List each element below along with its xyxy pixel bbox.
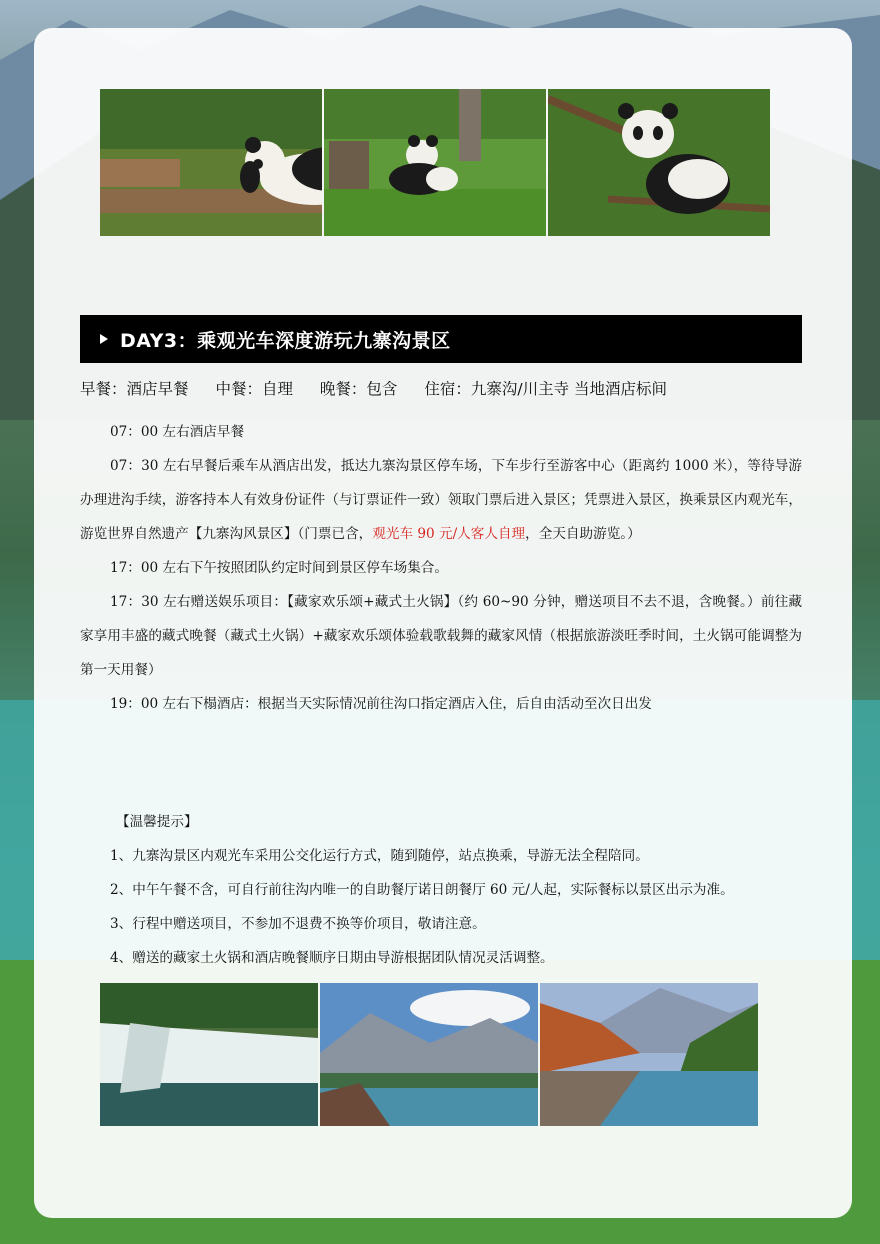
day-header-bar [80,315,802,363]
scenery-photo-row [100,983,758,1126]
dinner-info: 晚餐：包含 [319,380,398,398]
tip-item: 4、赠送的藏家土火锅和酒店晚餐顺序日期由导游根据团队情况灵活调整。 [110,950,554,966]
panda-photo-row [100,89,770,236]
tip-item: 2、中午午餐不含，可自行前往沟内唯一的自助餐厅诺日朗餐厅 60 元/人起，实际餐标以景区出示为准。 [110,882,734,898]
triangle-bullet-icon [100,334,108,344]
itinerary-item: 07：00 左右酒店早餐 [110,424,245,440]
meals-line [80,377,810,399]
itinerary-text: 07：30 左右早餐后乘车从酒店出发，抵达九寨沟景区停车场，下车步行至游客中心（距离约 1000 米），等待导游办理进沟手续，游客持本人有效身份证件（与订票证件一致）领取门票后进入景区；凭票进入景区，换乘景区内观光车，游览世界自然遗产【九寨沟风景区】（门票已含， [80,458,802,542]
itinerary-text: ，全天自助游览。） [525,526,641,542]
itinerary-item: 17：30 左右赠送娱乐项目：【藏家欢乐颂+藏式土火锅】（约 60~90 分钟，赠送项目不去不退，含晚餐。）前往藏家享用丰盛的藏式晚餐（藏式土火锅）+藏家欢乐颂体验载歌载舞的藏家风情（根据旅游淡旺季时间，土火锅可能调整为第一天用餐） [80,594,802,678]
lunch-info: 中餐：自理 [215,380,293,398]
itinerary-item: 19：00 左右下榻酒店：根据当天实际情况前往沟口指定酒店入住，后自由活动至次日出发 [110,696,652,712]
panda-photo-3 [548,89,770,236]
lodging-info: 住宿：九寨沟/川主寺 当地酒店标间 [424,380,668,398]
mountain-lake-photo [320,983,538,1126]
itinerary-item [80,449,802,551]
tip-item: 1、九寨沟景区内观光车采用公交化运行方式，随到随停，站点换乘，导游无法全程陪同。 [110,848,649,864]
tip-item: 3、行程中赠送项目，不参加不退费不换等价项目，敬请注意。 [110,916,486,932]
itinerary-body [80,415,802,721]
day-title: DAY3：乘观光车深度游玩九寨沟景区 [120,329,451,352]
panda-photo-2 [324,89,546,236]
tips-section [80,805,802,975]
panda-photo-1 [100,89,322,236]
tips-title: 【温馨提示】 [116,814,198,830]
highlight-red-text: 观光车 90 元/人客人自理 [372,526,526,542]
itinerary-item: 17：00 左右下午按照团队约定时间到景区停车场集合。 [110,560,448,576]
waterfall-photo [100,983,318,1126]
autumn-lake-photo [540,983,758,1126]
breakfast-info: 早餐：酒店早餐 [80,380,189,398]
